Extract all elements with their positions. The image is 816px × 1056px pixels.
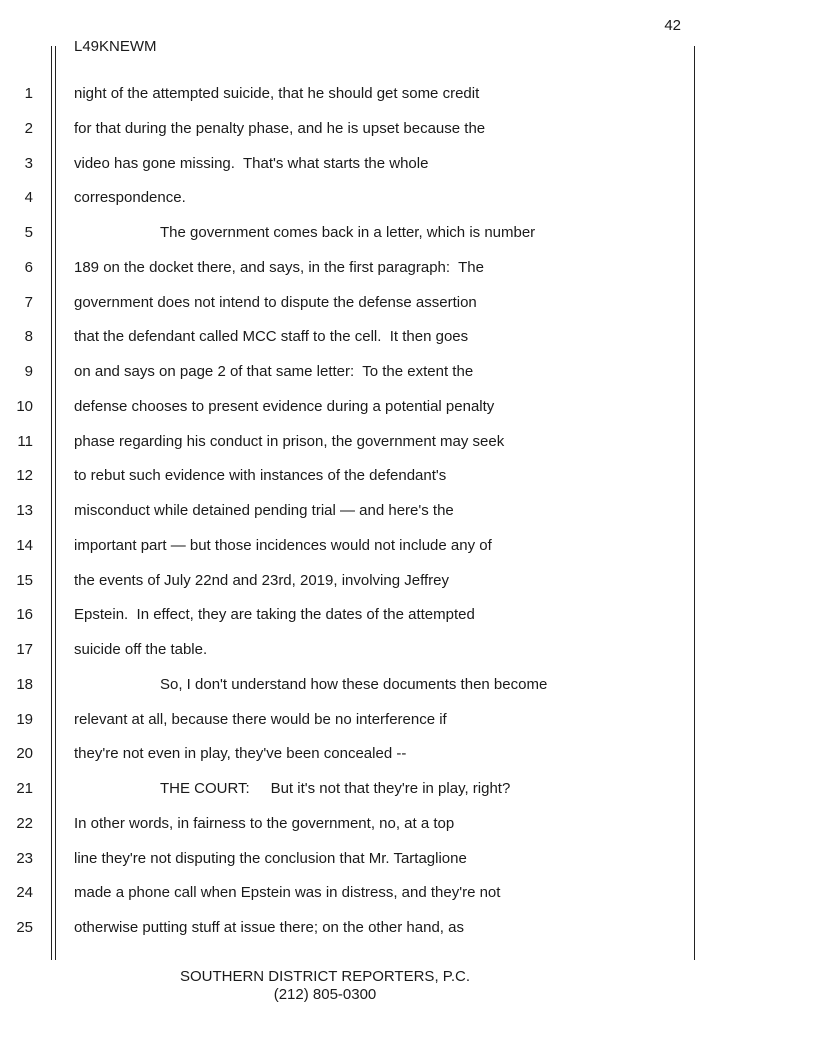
line-text: the events of July 22nd and 23rd, 2019, involving Jeffrey	[74, 571, 449, 589]
line-text: THE COURT: But it's not that they're in play, right?	[160, 780, 511, 797]
line-text: misconduct while detained pending trial — and here's the	[74, 502, 454, 519]
transcript-line	[0, 571, 700, 591]
transcript-line	[0, 710, 700, 730]
transcript-line	[0, 605, 700, 625]
transcript-line	[0, 119, 700, 139]
reporter-name: SOUTHERN DISTRICT REPORTERS, P.C.	[179, 968, 471, 985]
line-text: video has gone missing. That's what starts the whole	[74, 154, 429, 172]
transcript-line	[0, 883, 700, 903]
line-number: 19	[16, 710, 33, 728]
line-text: relevant at all, because there would be no interference if	[74, 710, 447, 728]
line-number: 6	[24, 258, 33, 276]
line-text: made a phone call when Epstein was in distress, and they're not	[74, 884, 501, 902]
transcript-line	[0, 327, 700, 347]
transcript-line	[0, 397, 700, 417]
line-text: that the defendant called MCC staff to the cell. It then goes	[74, 328, 469, 346]
line-text: defense chooses to present evidence during a potential penalty	[74, 397, 495, 415]
line-text: correspondence.	[74, 189, 186, 207]
line-text: night of the attempted suicide, that he should get some credit	[74, 85, 480, 102]
line-number: 23	[16, 849, 33, 867]
line-number: 14	[16, 536, 33, 554]
line-number: 13	[16, 502, 33, 519]
line-number: 11	[17, 432, 33, 450]
page-number: 42	[664, 17, 681, 34]
line-text: on and says on page 2 of that same letter: To the extent the	[74, 363, 474, 380]
line-text: phase regarding his conduct in prison, the government may seek	[74, 432, 505, 450]
line-number: 2	[24, 119, 33, 137]
line-text: In other words, in fairness to the government, no, at a top	[74, 814, 455, 832]
transcript-line	[0, 501, 700, 521]
transcript-line	[0, 188, 700, 208]
line-number: 1	[24, 85, 33, 102]
transcript-line	[0, 744, 700, 764]
line-text: important part — but those incidences would not include any of	[74, 536, 492, 554]
line-text: for that during the penalty phase, and he is upset because the	[74, 119, 486, 137]
transcript-line	[0, 779, 700, 799]
transcript-line	[0, 536, 700, 556]
transcript-line	[0, 849, 700, 869]
line-number: 15	[16, 571, 33, 589]
transcript-line	[0, 84, 700, 104]
line-number: 24	[16, 884, 33, 902]
transcript-line	[0, 640, 700, 660]
line-number: 4	[24, 189, 33, 207]
line-number: 22	[16, 814, 33, 832]
line-text: otherwise putting stuff at issue there; on the other hand, as	[74, 919, 464, 936]
line-number: 3	[24, 154, 33, 172]
line-number: 17	[16, 641, 33, 658]
line-text: 189 on the docket there, and says, in the first paragraph: The	[74, 258, 484, 276]
transcript-header-code: L49KNEWM	[74, 38, 157, 55]
line-number: 9	[24, 363, 33, 380]
line-number: 5	[24, 224, 33, 241]
line-text: Epstein. In effect, they are taking the dates of the attempted	[74, 606, 475, 624]
line-number: 16	[16, 606, 33, 624]
line-text: suicide off the table.	[74, 641, 208, 658]
transcript-line	[0, 675, 700, 695]
line-number: 8	[24, 328, 33, 346]
line-number: 7	[24, 293, 33, 311]
line-text: to rebut such evidence with instances of the defendant's	[74, 467, 447, 485]
reporter-phone: (212) 805-0300	[273, 986, 377, 1003]
transcript-line	[0, 432, 700, 452]
line-number: 25	[16, 919, 33, 936]
transcript-line	[0, 814, 700, 834]
line-text: The government comes back in a letter, which is number	[160, 224, 536, 241]
line-number: 12	[16, 467, 33, 485]
transcript-line	[0, 362, 700, 382]
line-number: 10	[16, 397, 33, 415]
line-text: they're not even in play, they've been concealed --	[74, 745, 407, 763]
transcript-line	[0, 918, 700, 938]
transcript-line	[0, 154, 700, 174]
transcript-line	[0, 466, 700, 486]
line-text: So, I don't understand how these documents then become	[160, 675, 548, 693]
line-text: line they're not disputing the conclusion that Mr. Tartaglione	[74, 849, 467, 867]
transcript-line	[0, 223, 700, 243]
line-number: 18	[16, 675, 33, 693]
page-footer	[0, 968, 650, 1004]
line-number: 21	[16, 780, 33, 797]
transcript-line	[0, 293, 700, 313]
line-number: 20	[16, 745, 33, 763]
line-text: government does not intend to dispute the defense assertion	[74, 293, 477, 311]
transcript-line	[0, 258, 700, 278]
